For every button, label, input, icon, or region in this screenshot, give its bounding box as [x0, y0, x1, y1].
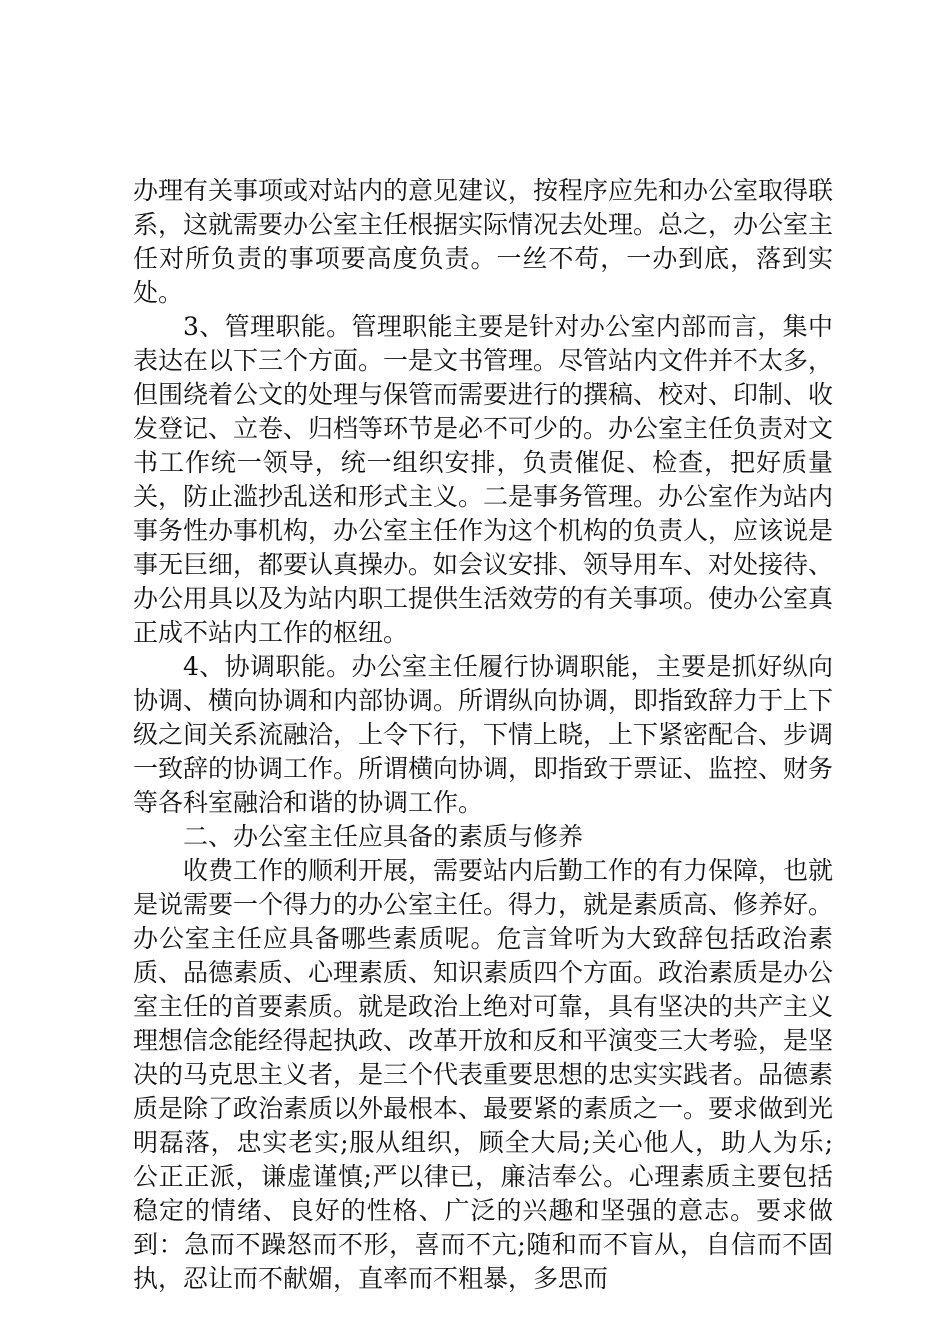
- paragraph-coordination-function: 4、协调职能。办公室主任履行协调职能，主要是抓好纵向协调、横向协调和内部协调。所谓纵向协调，即指致辞力于上下级之间关系流融洽，上令下行，下情上晓，上下紧密配合、步调一致辞的协调工作。所谓横向协调，即指致于票证、监控、财务等各科室融洽和谐的协调工作。: [133, 652, 834, 817]
- document-page: [133, 174, 833, 1296]
- paragraph-continuation: 办理有关事项或对站内的意见建议，按程序应先和办公室取得联系，这就需要办公室主任根据实际情况去处理。总之，办公室主任对所负责的事项要高度负责。一丝不苟，一办到底，落到实处。: [133, 176, 834, 307]
- paragraph-qualities: 收费工作的顺利开展，需要站内后勤工作的有力保障，也就是说需要一个得力的办公室主任。得力，就是素质高、修养好。办公室主任应具备哪些素质呢。危言耸听为大致辞包括政治素质、品德素质、心理素质、知识素质四个方面。政治素质是办公室主任的首要素质。就是政治上绝对可靠，具有坚决的共产主义理想信念能经得起执政、改革开放和反和平演变三大考验，是坚决的马克思主义者，是三个代表重要思想的忠实实践者。品德素质是除了政治素质以外最根本、最要紧的素质之一。要求做到光明磊落，忠实老实;服从组织，顾全大局;关心他人，助人为乐;公正正派，谦虚谨慎;严以律已，廉洁奉公。心理素质主要包括稳定的情绪、良好的性格、广泛的兴趣和坚强的意志。要求做到：急而不躁怒而不形，喜而不亢;随和而不盲从，自信而不固执，忍让而不献媚，直率而不粗暴，多思而: [133, 856, 834, 1293]
- paragraph-management-function: 3、管理职能。管理职能主要是针对办公室内部而言，集中表达在以下三个方面。一是文书管理。尽管站内文件并不太多，但围绕着公文的处理与保管而需要进行的撰稿、校对、印制、收发登记、立卷、归档等环节是必不可少的。办公室主任负责对文书工作统一领导，统一组织安排，负责催促、检查，把好质量关，防止滥抄乱送和形式主义。二是事务管理。办公室作为站内事务性办事机构，办公室主任作为这个机构的负责人，应该说是事无巨细，都要认真操办。如会议安排、领导用车、对处接待、办公用具以及为站内职工提供生活效劳的有关事项。使办公室真正成不站内工作的枢纽。: [133, 312, 834, 647]
- section-heading: 二、办公室主任应具备的素质与修养: [183, 822, 584, 851]
